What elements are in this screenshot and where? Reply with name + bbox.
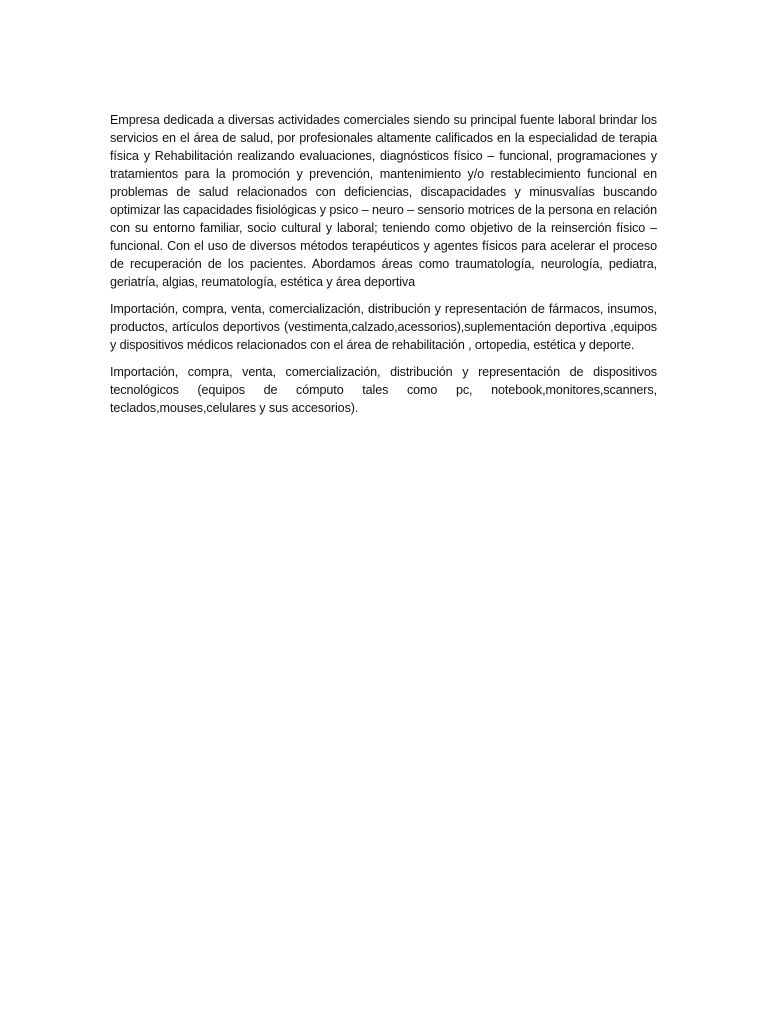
paragraph-import-medical: Importación, compra, venta, comercialización, distribución y representación de fármacos, insumos, productos, artículos deportivos (vestimenta,calzado,acessorios),suplementación deportiva ,equipos y dispositivos médicos relacionados con el área de rehabilitación , ortopedia, estética y deporte. bbox=[110, 302, 657, 352]
paragraph-services-health: Empresa dedicada a diversas actividades comerciales siendo su principal fuente laboral brindar los servicios en el área de salud, por profesionales altamente calificados en la especialidad de terapia física y Rehabilitación realizando evaluaciones, diagnósticos físico – funcional, programaciones y tratamientos para la promoción y prevención, mantenimiento y/o restablecimiento funcional en problemas de salud relacionados con deficiencias, discapacidades y minusvalías buscando optimizar las capacidades fisiológicas y psico – neuro – sensorio motrices de la persona en relación con su entorno familiar, socio cultural y laboral; teniendo como objetivo de la reinserción físico – funcional. Con el uso de diversos métodos terapéuticos y agentes físicos para acelerar el proceso de recuperación de los pacientes. Abordamos áreas como traumatología, neurología, pediatra, geriatría, algias, reumatología, estética y área deportiva bbox=[110, 113, 657, 289]
document-body bbox=[110, 111, 657, 426]
paragraph-import-technology: Importación, compra, venta, comercialización, distribución y representación de dispositivos tecnológicos (equipos de cómputo tales como pc, notebook,monitores,scanners, teclados,mouses,celulares y sus accesorios). bbox=[110, 365, 657, 415]
